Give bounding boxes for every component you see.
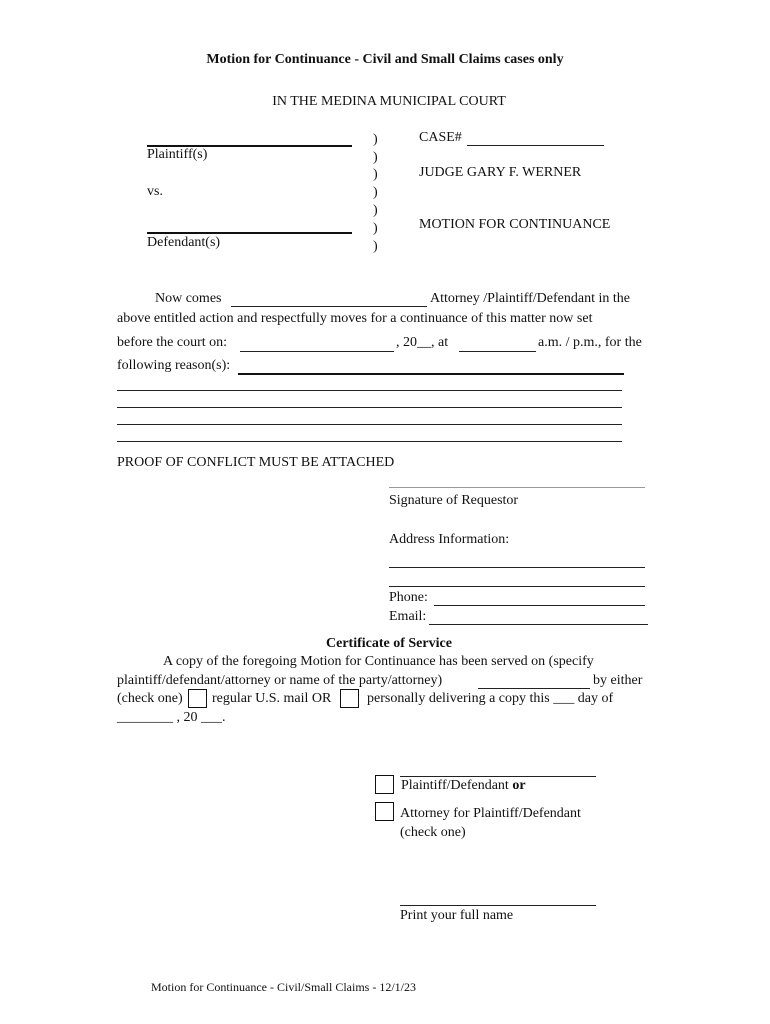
time-text: a.m. / p.m., for the — [538, 335, 642, 350]
now-comes-text: Now comes — [155, 291, 222, 306]
check-one-text: (check one) — [117, 691, 183, 706]
reasons-label: following reason(s): — [117, 358, 231, 373]
case-number-field[interactable] — [467, 145, 604, 146]
motion-title: MOTION FOR CONTINUANCE — [419, 217, 611, 232]
body-line-2: above entitled action and respectfully moves for a continuance of this matter now set — [117, 311, 593, 326]
hearing-date-field[interactable] — [240, 351, 394, 352]
caption-paren: ) — [373, 185, 378, 200]
signature-label: Signature of Requestor — [389, 493, 519, 508]
reason-line-4[interactable] — [117, 424, 622, 425]
plaintiff-defendant-checkbox[interactable] — [375, 775, 394, 794]
caption-paren: ) — [373, 203, 378, 218]
deliver-option-label: personally delivering a copy this ___ day of — [367, 691, 614, 706]
case-number-label: CASE# — [419, 130, 462, 145]
form-title: Motion for Continuance - Civil and Small Claims cases only — [206, 52, 564, 67]
plaintiff-defendant-text: Plaintiff/Defendant — [401, 778, 509, 793]
reason-line-2[interactable] — [117, 390, 622, 391]
plaintiff-defendant-label — [401, 778, 526, 794]
phone-label: Phone: — [389, 590, 428, 605]
reason-line-3[interactable] — [117, 407, 622, 408]
signer-signature-line[interactable] — [400, 776, 596, 777]
signer-check-one: (check one) — [400, 825, 466, 840]
certificate-line-2: plaintiff/defendant/attorney or name of the party/attorney) — [117, 673, 443, 688]
served-party-field[interactable] — [478, 688, 590, 689]
deliver-checkbox[interactable] — [340, 689, 359, 708]
caption-paren: ) — [373, 150, 378, 165]
signature-line[interactable] — [389, 487, 645, 488]
requestor-name-field[interactable] — [231, 306, 427, 307]
court-name: IN THE MEDINA MUNICIPAL COURT — [272, 94, 506, 109]
defendant-label: Defendant(s) — [147, 235, 221, 250]
or-word: or — [512, 778, 526, 793]
caption-paren: ) — [373, 167, 378, 182]
reason-line-1[interactable] — [238, 373, 624, 375]
certificate-line-1: A copy of the foregoing Motion for Continuance has been served on (specify — [163, 654, 594, 669]
mail-option-label: regular U.S. mail OR — [212, 691, 332, 706]
plaintiff-label: Plaintiff(s) — [147, 147, 208, 162]
caption-paren: ) — [373, 239, 378, 254]
by-either-text: by either — [593, 673, 643, 688]
email-field[interactable] — [429, 624, 648, 625]
print-name-label: Print your full name — [400, 908, 514, 923]
certificate-heading: Certificate of Service — [326, 636, 452, 651]
attorney-checkbox[interactable] — [375, 802, 394, 821]
proof-notice: PROOF OF CONFLICT MUST BE ATTACHED — [117, 455, 395, 470]
address-line-2[interactable] — [389, 586, 645, 587]
address-line-1[interactable] — [389, 567, 645, 568]
role-text: Attorney /Plaintiff/Defendant in the — [430, 291, 630, 306]
service-date-line[interactable]: ________ , 20 ___. — [117, 710, 226, 725]
judge-name: JUDGE GARY F. WERNER — [419, 165, 582, 180]
print-name-line[interactable] — [400, 905, 596, 906]
hearing-time-field[interactable] — [459, 351, 536, 352]
caption-paren: ) — [373, 221, 378, 236]
defendant-name-line[interactable] — [147, 232, 352, 234]
before-court-text: before the court on: — [117, 335, 228, 350]
attorney-option-label: Attorney for Plaintiff/Defendant — [400, 806, 581, 821]
reason-line-5[interactable] — [117, 441, 622, 442]
phone-field[interactable] — [434, 605, 645, 606]
year-text: , 20__, at — [396, 335, 449, 350]
email-label: Email: — [389, 609, 427, 624]
address-label: Address Information: — [389, 532, 510, 547]
page-footer: Motion for Continuance - Civil/Small Claims - 12/1/23 — [151, 980, 416, 994]
mail-checkbox[interactable] — [188, 689, 207, 708]
vs-label: vs. — [147, 184, 163, 199]
caption-paren: ) — [373, 132, 378, 147]
